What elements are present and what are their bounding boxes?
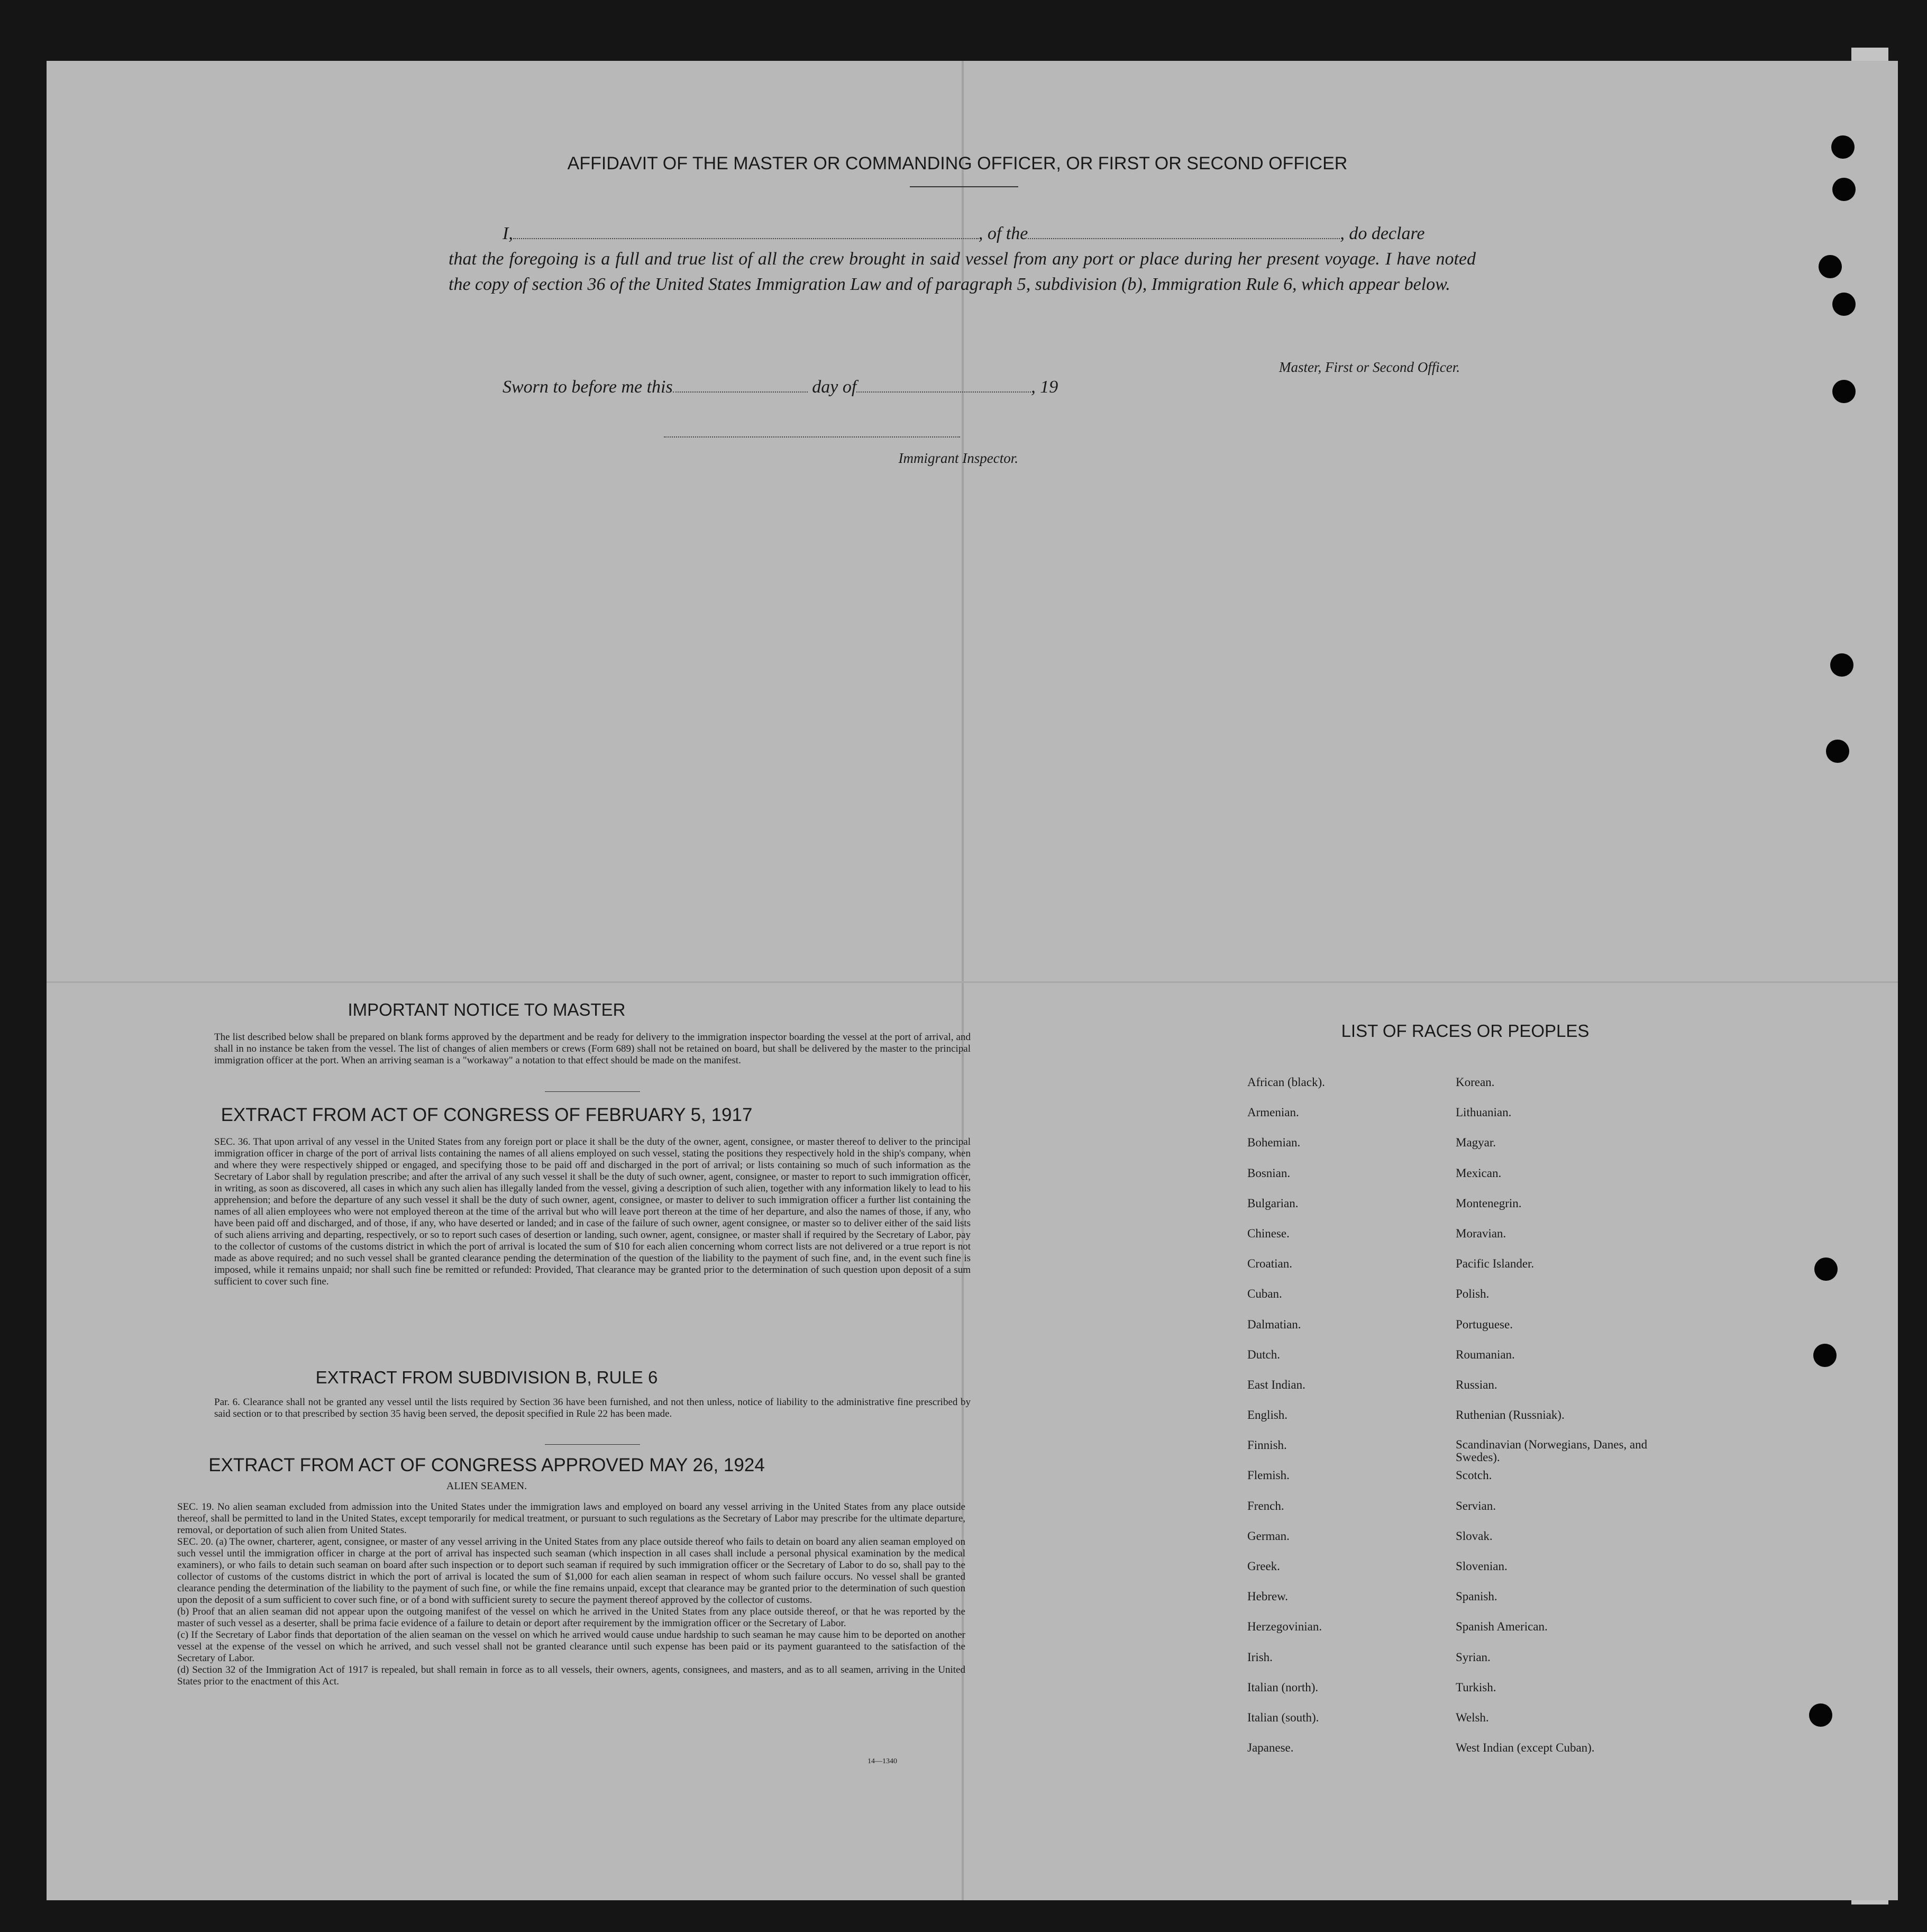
binder-hole-icon <box>1826 740 1849 763</box>
race-item: Scotch. <box>1456 1469 1492 1482</box>
affidavit-line1 <box>503 221 1476 247</box>
form-number: 14—1340 <box>867 1757 897 1765</box>
binder-hole-icon <box>1813 1344 1837 1367</box>
sworn-label: Sworn to before me this <box>503 377 673 397</box>
race-item: Russian. <box>1456 1378 1497 1391</box>
race-item: Slovenian. <box>1456 1560 1508 1573</box>
name-blank <box>513 234 979 239</box>
extract-1924-body <box>177 1501 965 1688</box>
races-title: LIST OF RACES OR PEOPLES <box>1341 1021 1590 1041</box>
declare-label: , do declare <box>1340 224 1425 243</box>
i-label: I, <box>503 224 513 243</box>
race-item: Italian (north). <box>1247 1680 1319 1694</box>
race-item: German. <box>1247 1529 1290 1543</box>
divider <box>545 1444 640 1445</box>
master-signature-label: Master, First or Second Officer. <box>1279 359 1460 375</box>
divider <box>910 186 1018 187</box>
race-item: Bosnian. <box>1247 1166 1291 1180</box>
race-item: Flemish. <box>1247 1469 1290 1482</box>
race-item: Spanish American. <box>1456 1620 1548 1634</box>
race-item: Japanese. <box>1247 1741 1294 1755</box>
divider <box>545 1091 640 1092</box>
horizontal-fold <box>47 981 1898 983</box>
race-item: Moravian. <box>1456 1226 1506 1240</box>
race-item: Chinese. <box>1247 1226 1290 1240</box>
race-item: Greek. <box>1247 1560 1280 1573</box>
race-item: English. <box>1247 1408 1288 1422</box>
race-item: Scandinavian (Norwegians, Danes, and Swedes). <box>1456 1438 1648 1464</box>
extract-1917-text: SEC. 36. That upon arrival of any vessel in the United States from any foreign port or place it shall be the duty of the owner, agent, consignee, or master thereof to deliver to the principal immigration officer in charge of the port of arrival lists containing the names of all aliens employed on such vessel, stating the positions they respectively hold in the ship's company, when and where they were respectively shipped or engaged, and specifying those to be paid off and discharged in the port of arrival; or lists containing so much of such information as the Secretary of Labor shall by regulation prescribe; and after the arrival of any such vessel it shall be the duty of such owner, agent, consignee, or master to report to such immigration officer, in writing, as soon as discovered, all cases in which any such alien has illegally landed from the vessel, giving a description of such alien, together with any information likely to lead to his apprehension; and before the departure of any such vessel it shall be the duty of such owner, agent, consignee, or master to deliver to such immigration officer a further list containing the names of all alien employees who were not employed thereon at the time of the arrival but who will leave port thereon at the time of her departure, and also the names of those, if any, who have been paid off and discharged, and of those, if any, who have deserted or landed; and in case of the failure of such owner, agent consignee, or master so to deliver either of the said lists of such aliens arriving and departing, respectively, or so to report such cases of desertion or landing, such owner, agent, consignee, or master shall if required by the Secretary of Labor, pay to the collector of customs of the customs district in which the port of arrival is located the sum of $10 for each alien concerning whom correct lists are not delivered or a true report is not made as above required; and no such vessel shall be granted clearance pending the determination of the question of the liability to the payment of such fine, and, in the event such fine is imposed, while it remains unpaid; nor shall such fine be remitted or refunded: Provided, That clearance may be granted prior to the determination of such question upon deposit of a sum sufficient to cover such fine. <box>214 1136 971 1287</box>
race-item: Ruthenian (Russniak). <box>1456 1408 1565 1422</box>
day-blank <box>673 387 808 393</box>
notice-text: The list described below shall be prepared on blank forms approved by the department and be ready for delivery to the immigration inspector boarding the vessel at the port of arrival, and shall in no instance be taken from the vessel. The list of changes of alien members or crews (Form 689) shall not be retained on board, but shall be delivered by the master to the principal immigration officer at the port. When an arriving seaman is a "workaway" a notation to that effect should be made on the manifest. <box>214 1032 971 1066</box>
rule6-title: EXTRACT FROM SUBDIVISION B, RULE 6 <box>315 1368 658 1387</box>
binder-hole-icon <box>1819 255 1842 278</box>
notice-title: IMPORTANT NOTICE TO MASTER <box>348 1000 626 1019</box>
race-item: Magyar. <box>1456 1136 1496 1150</box>
race-item: Servian. <box>1456 1499 1496 1512</box>
inspector-label: Immigrant Inspector. <box>898 450 1018 466</box>
race-item: French. <box>1247 1499 1284 1512</box>
extract-1924-title: EXTRACT FROM ACT OF CONGRESS APPROVED MAY 26, 1924 <box>208 1455 765 1475</box>
inspector-signature-line <box>664 436 960 438</box>
race-item: Bohemian. <box>1247 1136 1301 1150</box>
race-item: Bulgarian. <box>1247 1196 1299 1210</box>
rule6-text: Par. 6. Clearance shall not be granted any vessel until the lists required by Section 36 have been furnished, and not then unless, notice of liability to the administrative fine prescribed by said section or to that prescribed by section 35 havig been served, the deposit specified in Rule 22 has been made. <box>214 1397 971 1419</box>
race-item: Italian (south). <box>1247 1710 1319 1724</box>
binder-hole-icon <box>1809 1703 1832 1727</box>
race-item: Cuban. <box>1247 1287 1282 1301</box>
affidavit-body: that the foregoing is a full and true list of all the crew brought in said vessel from any port or place during her present voyage. I have noted the copy of section 36 of the United States Immigration Law and of paragraph 5, subdivision (b), Immigration Rule 6, which appear below. <box>449 249 1476 294</box>
race-item: Roumanian. <box>1456 1347 1515 1361</box>
race-item: Lithuanian. <box>1456 1106 1512 1119</box>
binder-hole-icon <box>1832 293 1856 316</box>
vessel-blank <box>1028 234 1340 239</box>
race-item: Irish. <box>1247 1650 1273 1664</box>
month-blank <box>856 387 1031 393</box>
race-item: East Indian. <box>1247 1378 1305 1391</box>
races-left-column <box>1247 1076 1438 1771</box>
binder-hole-icon <box>1832 380 1856 403</box>
race-item: Portuguese. <box>1456 1317 1513 1331</box>
race-item: Hebrew. <box>1247 1590 1289 1603</box>
race-item: Mexican. <box>1456 1166 1502 1180</box>
binder-hole-icon <box>1830 653 1853 677</box>
race-item: Welsh. <box>1456 1710 1489 1724</box>
day-of-label: day of <box>812 377 857 397</box>
sec19-text: SEC. 19. No alien seaman excluded from admission into the United States under the immigration laws and employed on board any vessel arriving in the United States from any place outside thereof, shall be permitted to land in the United States, except temporarily for medical treatment, or pursuant to such regulations as the Secretary of Labor may prescribe for the ultimate departure, removal, or deportation of such alien from United States. <box>177 1501 965 1536</box>
race-item: African (black). <box>1247 1076 1325 1089</box>
race-item: Dutch. <box>1247 1347 1280 1361</box>
extract-1924-subtitle: ALIEN SEAMEN. <box>446 1480 527 1492</box>
race-item: Armenian. <box>1247 1106 1299 1119</box>
race-item: West Indian (except Cuban). <box>1456 1741 1595 1755</box>
race-item: Croatian. <box>1247 1257 1292 1271</box>
race-item: Montenegrin. <box>1456 1196 1522 1210</box>
race-item: Korean. <box>1456 1076 1495 1089</box>
binder-hole-icon <box>1831 135 1855 159</box>
race-item: Spanish. <box>1456 1590 1497 1603</box>
races-right-column <box>1456 1076 1667 1771</box>
race-item: Polish. <box>1456 1287 1490 1301</box>
race-item: Pacific Islander. <box>1456 1257 1535 1271</box>
race-item: Turkish. <box>1456 1680 1496 1694</box>
year-label: , 19 <box>1031 377 1058 397</box>
sec20c-text: (c) If the Secretary of Labor finds that deportation of the alien seaman on the vessel on which he arrived would cause undue hardship to such seaman he may cause him to be deported on another vessel at the expense of the vessel on which he arrived, and such vessel shall not be granted clearance until such expense has been paid or its payment guaranteed to the satisfaction of the Secretary of Labor. <box>177 1629 965 1664</box>
race-item: Dalmatian. <box>1247 1317 1301 1331</box>
race-item: Syrian. <box>1456 1650 1491 1664</box>
sec20a-text: SEC. 20. (a) The owner, charterer, agent, consignee, or master of any vessel arriving in the United States from any place outside thereof who fails to detain on board any alien seaman employed on such vessel until the immigration officer in charge at the port of arrival has inspected such seaman (which inspection in all cases shall include a personal physical examination by the medical examiners), or who fails to detain such seaman on board after such inspection or to deport such seaman if required by such immigration officer or the Secretary of Labor to do so, shall pay to the collector of customs of the customs district in which the port of arrival is located the sum of $1,000 for each alien seaman in respect of whom such failure occurs. No vessel shall be granted clearance pending the determination of the liability to the payment of such fine, or while the fine remains unpaid, except that clearance may be granted prior to the determination of such question upon the deposit of a sum sufficient to cover such fine, or of a bond with sufficient surety to secure the payment thereof approved by the collector of customs. <box>177 1536 965 1606</box>
sworn-line <box>503 375 1243 400</box>
affidavit-title: AFFIDAVIT OF THE MASTER OR COMMANDING OFFICER, OR FIRST OR SECOND OFFICER <box>567 153 1348 174</box>
sec20d-text: (d) Section 32 of the Immigration Act of 1917 is repealed, but shall remain in force as to all vessels, their owners, agents, consignees, and masters, and as to all seamen, arriving in the United States prior to the enactment of this Act. <box>177 1664 965 1687</box>
extract-1917-title: EXTRACT FROM ACT OF CONGRESS OF FEBRUARY 5, 1917 <box>221 1105 753 1125</box>
race-item: Slovak. <box>1456 1529 1493 1543</box>
binder-hole-icon <box>1814 1257 1838 1281</box>
race-item: Herzegovinian. <box>1247 1620 1322 1634</box>
binder-hole-icon <box>1832 178 1856 201</box>
sec20b-text: (b) Proof that an alien seaman did not appear upon the outgoing manifest of the vessel on which he arrived in the United States from any place outside thereof, or that he was reported by the master of such vessel as a deserter, shall be prima facie evidence of a failure to detain or deport after requirement by the immigration officer or the Secretary of Labor. <box>177 1606 965 1629</box>
race-item: Finnish. <box>1247 1438 1287 1452</box>
of-the-label: , of the <box>978 224 1028 243</box>
